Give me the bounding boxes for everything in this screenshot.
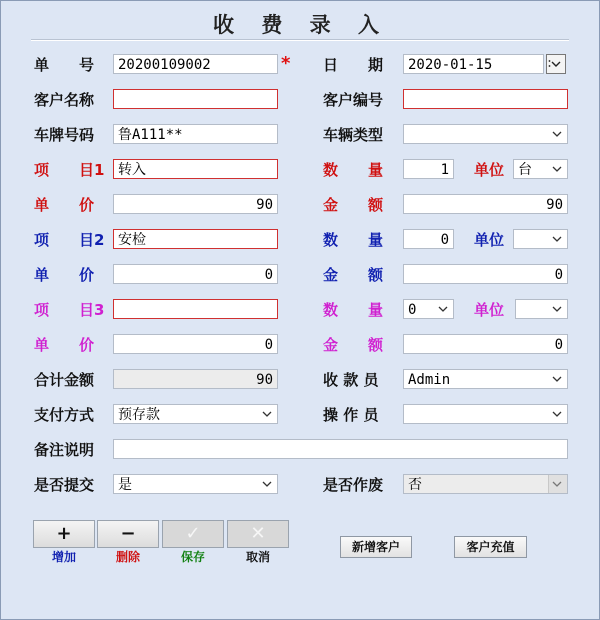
chevron-down-icon	[551, 475, 563, 493]
save-button[interactable]: ✓	[162, 520, 224, 548]
price2-field[interactable]: 0	[113, 264, 278, 284]
item2-field[interactable]: 安检	[113, 229, 278, 249]
delete-caption: 删除	[115, 550, 140, 564]
total-field: 90	[113, 369, 278, 389]
item1-label: 项 目1	[34, 161, 105, 179]
cancel-button[interactable]: ✕	[227, 520, 289, 548]
operator-label: 操 作 员	[323, 406, 379, 424]
customer-name-field[interactable]	[113, 89, 278, 109]
remark-label: 备注说明	[34, 441, 95, 459]
total-label: 合计金额	[34, 371, 95, 389]
chevron-down-icon	[551, 160, 563, 178]
save-caption: 保存	[180, 550, 205, 564]
qty3-label: 数 量	[323, 301, 384, 319]
price3-label: 单 价	[34, 336, 95, 354]
cashier-value: Admin	[408, 372, 451, 388]
chevron-down-icon	[261, 475, 273, 493]
qty3-value: 0	[408, 302, 417, 318]
payment-value: 预存款	[118, 407, 160, 423]
price3-field[interactable]: 0	[113, 334, 278, 354]
order-no-field[interactable]: 20200109002	[113, 54, 278, 74]
plate-no-label: 车牌号码	[34, 126, 95, 144]
remark-field[interactable]	[113, 439, 568, 459]
price1-field[interactable]: 90	[113, 194, 278, 214]
voided-label: 是否作废	[323, 476, 384, 494]
chevron-down-icon	[551, 405, 563, 423]
item1-field[interactable]: 转入	[113, 159, 278, 179]
required-mark: *	[281, 53, 291, 74]
order-no-label: 单 号	[34, 56, 95, 74]
customer-code-label: 客户编号	[323, 91, 384, 109]
delete-button[interactable]: −	[97, 520, 159, 548]
date-picker-button[interactable]	[546, 54, 566, 74]
payment-label: 支付方式	[34, 406, 95, 424]
amount1-field[interactable]: 90	[403, 194, 568, 214]
chevron-down-icon	[551, 230, 563, 248]
voided-value: 否	[408, 477, 422, 493]
chevron-down-icon	[261, 405, 273, 423]
chevron-down-icon	[551, 300, 563, 318]
unit2-select[interactable]	[513, 229, 568, 249]
chevron-down-icon	[547, 55, 565, 73]
unit1-value: 台	[518, 162, 532, 178]
amount3-field[interactable]: 0	[403, 334, 568, 354]
unit2-label: 单位	[474, 231, 505, 249]
payment-select[interactable]	[113, 404, 278, 424]
qty1-field[interactable]: 1	[403, 159, 454, 179]
price1-label: 单 价	[34, 196, 95, 214]
unit3-label: 单位	[474, 301, 505, 319]
add-button[interactable]: +	[33, 520, 95, 548]
add-caption: 增加	[51, 550, 76, 564]
unit1-select[interactable]	[513, 159, 568, 179]
qty2-field[interactable]: 0	[403, 229, 454, 249]
qty1-label: 数 量	[323, 161, 384, 179]
date-label: 日 期	[323, 56, 384, 74]
cashier-label: 收 款 员	[323, 371, 379, 389]
chevron-down-icon	[551, 125, 563, 143]
cancel-caption: 取消	[245, 550, 270, 564]
item3-label: 项 目3	[34, 301, 105, 319]
unit1-label: 单位	[474, 161, 505, 179]
customer-name-label: 客户名称	[34, 91, 95, 109]
recharge-button[interactable]: 客户充值	[454, 536, 527, 558]
qty2-label: 数 量	[323, 231, 384, 249]
vehicle-type-label: 车辆类型	[323, 126, 384, 144]
new-customer-button[interactable]: 新增客户	[340, 536, 412, 558]
item2-label: 项 目2	[34, 231, 105, 249]
amount3-label: 金 额	[323, 336, 384, 354]
amount1-label: 金 额	[323, 196, 384, 214]
operator-select[interactable]	[403, 404, 568, 424]
qty3-select[interactable]	[403, 299, 454, 319]
date-field[interactable]: 2020-01-15	[403, 54, 544, 74]
title-divider	[31, 39, 569, 41]
chevron-down-icon	[551, 370, 563, 388]
unit3-select[interactable]	[515, 299, 568, 319]
submitted-value: 是	[118, 477, 132, 493]
amount2-field[interactable]: 0	[403, 264, 568, 284]
submitted-label: 是否提交	[34, 476, 95, 494]
price2-label: 单 价	[34, 266, 95, 284]
submitted-select[interactable]	[113, 474, 278, 494]
customer-code-field[interactable]	[403, 89, 568, 109]
plate-no-field[interactable]: 鲁A111**	[113, 124, 278, 144]
item3-field[interactable]	[113, 299, 278, 319]
voided-select	[403, 474, 568, 494]
cashier-select[interactable]	[403, 369, 568, 389]
vehicle-type-select[interactable]	[403, 124, 568, 144]
page-title: 收 费 录 入	[213, 13, 389, 37]
amount2-label: 金 额	[323, 266, 384, 284]
chevron-down-icon	[437, 300, 449, 318]
